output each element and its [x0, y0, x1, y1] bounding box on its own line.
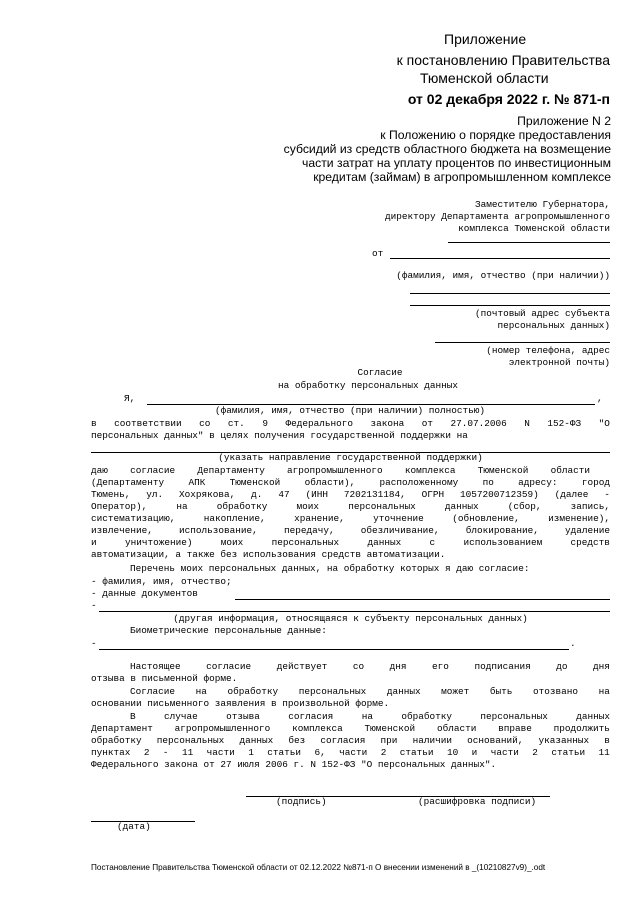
full-name-hint: (фамилия, имя, отчество (при наличии) полностью)	[214, 405, 486, 416]
other-info-field[interactable]	[99, 611, 610, 612]
resolution-date-number: от 02 декабря 2022 г. № 871-п	[407, 91, 610, 107]
addressee-line-3: комплекса Тюменской области	[458, 223, 610, 234]
addressee-blank-line-1[interactable]	[448, 242, 610, 243]
consent-title: Согласие	[357, 367, 403, 378]
phone-hint-1: (номер телефона, адрес	[486, 345, 610, 356]
para1-line2: персональных данных" в целях получения государственной поддержки на	[91, 430, 468, 441]
fio-hint: (фамилия, имя, отчество (при наличии))	[396, 270, 610, 281]
para2-line7: и уничтожение) моих персональных данных с использованием средств	[91, 537, 610, 548]
para5-line2: Департамент агропромышленного комплекса Тюменской области вправе продолжить	[91, 723, 610, 734]
postal-address-field-1[interactable]	[410, 293, 610, 294]
para4-line1: Согласие на обработку персональных данных может быть отозвано на	[130, 686, 610, 697]
biometric-label: Биометрические персональные данные:	[130, 625, 327, 636]
para2-line4: Оператор), на обработку моих персональных данных (сбор, запись,	[91, 501, 610, 512]
documents-field[interactable]	[235, 599, 610, 600]
list-item-fio: - фамилия, имя, отчество;	[91, 576, 232, 587]
regulation-line-4: кредитам (займам) в агропромышленном комплексе	[313, 170, 611, 184]
other-info-hint: (другая информация, относящаяся к субъекту персональных данных)	[173, 613, 528, 624]
list-item-other-dash: -	[91, 600, 97, 611]
support-direction-hint: (указать направление государственной поддержки)	[218, 452, 483, 463]
para2-line6: извлечение, использование, передачу, обезличивание, блокирование, удаление	[91, 525, 610, 536]
footer-doc-name: Постановление Правительства Тюменской области от 02.12.2022 №871-п О внесении изменений в _(10210827v9)_.odt	[91, 863, 546, 872]
para3-line2: отзыва в письменной форме.	[91, 673, 238, 684]
para5-line4: пунктах 2 - 11 части 1 статьи 6, части 2 статьи 10 и части 2 статьи 11	[91, 747, 610, 758]
phone-hint-2: электронной почты)	[508, 357, 610, 368]
appendix-n2: Приложение N 2	[517, 114, 611, 128]
postal-hint-1: (почтовый адрес субъекта	[474, 308, 610, 319]
consent-subtitle: на обработку персональных данных	[277, 380, 459, 391]
para5-line1: В случае отзыва согласия на обработку персональных данных	[130, 711, 610, 722]
regulation-line-1: к Положению о порядке предоставления	[380, 128, 611, 142]
signature-hint: (подпись)	[276, 796, 327, 807]
data-list-intro: Перечень моих персональных данных, на обработку которых я даю согласие:	[130, 563, 530, 574]
biometric-field[interactable]	[99, 649, 569, 650]
biometric-dash: -	[91, 638, 97, 649]
para2-line3: Тюмень, ул. Хохрякова, д. 47 (ИНН 7202131184, ОГРН 1057200712359) (далее -	[91, 489, 610, 500]
resolution-line: к постановлению Правительства	[396, 52, 610, 68]
biometric-dot: .	[570, 638, 576, 649]
para2-line2: (Департаменту АПК Тюменской области), расположенному по адресу: город	[91, 477, 610, 488]
from-name-field[interactable]	[390, 258, 610, 259]
phone-field[interactable]	[435, 342, 610, 343]
para2-line5: систематизацию, накопление, хранение, уточнение (обновление, изменение),	[91, 513, 610, 524]
para2-line8: автоматизации, а также без использования средств автоматизации.	[91, 549, 446, 560]
region-line: Тюменской области	[420, 70, 549, 86]
para1-line1: в соответствии со ст. 9 Федерального закона от 27.07.2006 N 152-ФЗ "О	[91, 418, 610, 429]
postal-hint-2: персональных данных)	[497, 320, 610, 331]
postal-address-field-2[interactable]	[410, 305, 610, 306]
appendix-title: Приложение	[444, 31, 527, 47]
list-item-documents: - данные документов	[91, 588, 198, 599]
addressee-line-1: Заместителю Губернатора,	[474, 199, 610, 210]
addressee-line-2: директору Департамента агропромышленного	[384, 211, 610, 222]
para2-line1: даю согласие Департаменту агропромышленного комплекса Тюменской области	[91, 465, 590, 476]
para5-line5: Федерального закона от 27 июля 2006 г. N 152-ФЗ "О персональных данных".	[91, 759, 497, 770]
from-label: от	[372, 248, 384, 259]
para3-line1: Настоящее согласие действует со дня его подписания до дня	[130, 661, 610, 672]
i-label: Я,	[124, 393, 136, 404]
full-name-comma: ,	[597, 393, 603, 404]
signature-decode-hint: (расшифровка подписи)	[418, 796, 537, 807]
regulation-line-2: субсидий из средств областного бюджета на возмещение	[283, 142, 611, 156]
para5-line3: обработку персональных данных без согласия при наличии оснований, указанных в	[91, 735, 610, 746]
date-hint: (дата)	[117, 821, 151, 832]
para4-line2: основании письменного заявления в произвольной форме.	[91, 698, 390, 709]
regulation-line-3: части затрат на уплату процентов по инвестиционным	[301, 156, 611, 170]
